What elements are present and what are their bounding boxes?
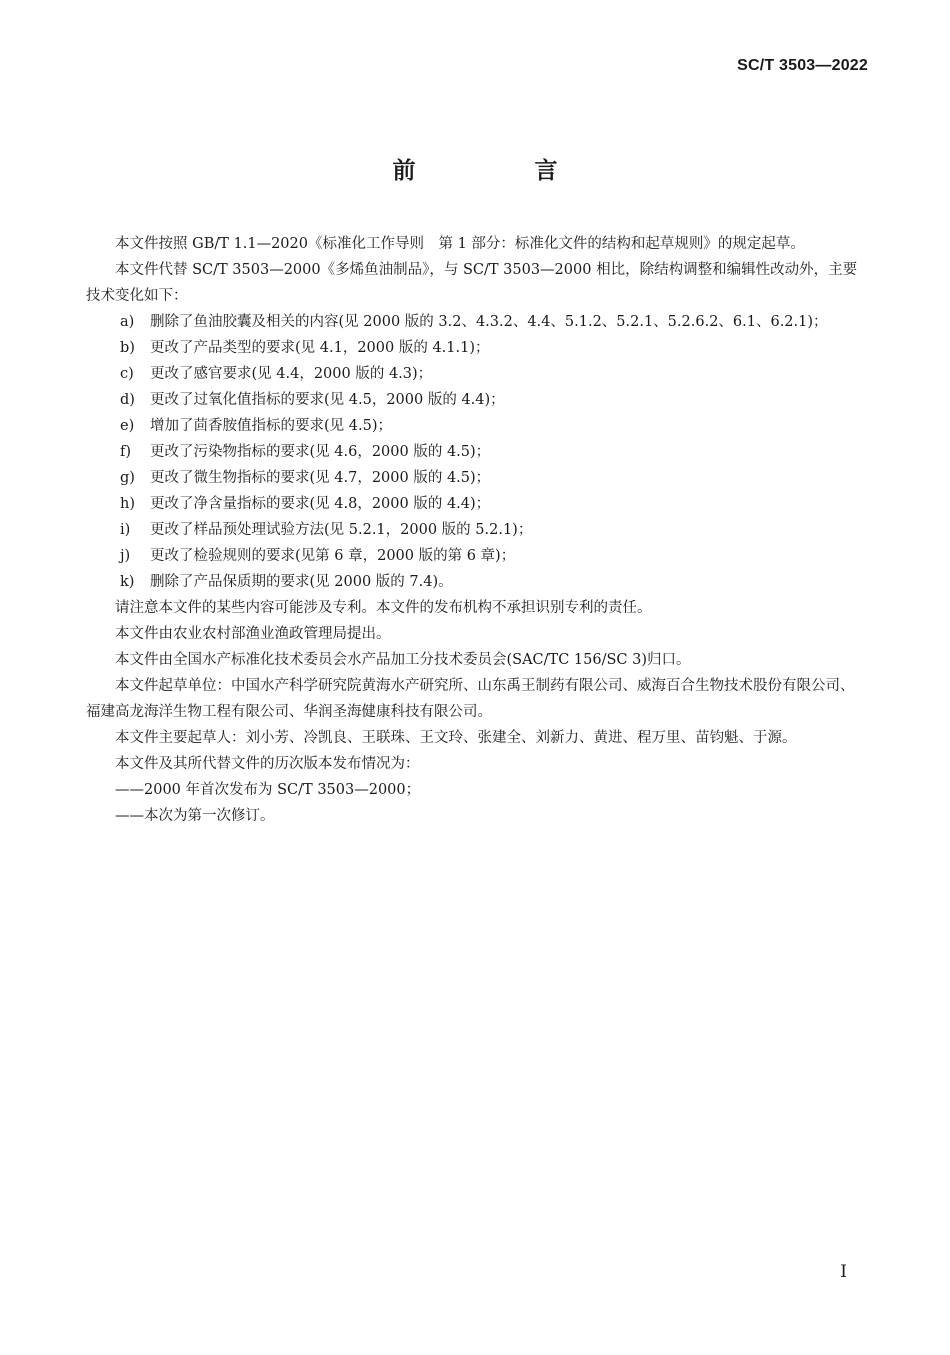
list-item-label: h) bbox=[120, 496, 135, 512]
list-item-text: 更改了污染物指标的要求(见 4.6，2000 版的 4.5)； bbox=[150, 444, 491, 460]
list-item-text: 更改了微生物指标的要求(见 4.7，2000 版的 4.5)； bbox=[150, 470, 491, 486]
list-item bbox=[86, 465, 866, 491]
foreword-body bbox=[86, 231, 866, 829]
list-item-label: j) bbox=[120, 548, 131, 564]
changes-list bbox=[86, 309, 866, 595]
list-item-text: 更改了样品预处理试验方法(见 5.2.1，2000 版的 5.2.1)； bbox=[150, 522, 533, 538]
list-item-label: c) bbox=[120, 366, 134, 382]
list-item-text: 删除了产品保质期的要求(见 2000 版的 7.4)。 bbox=[150, 574, 453, 590]
list-item-label: e) bbox=[120, 418, 135, 434]
list-item-label: d) bbox=[120, 392, 135, 408]
paragraph: 本文件按照 GB/T 1.1—2020《标准化工作导则 第 1 部分：标准化文件的结构和起草规则》的规定起草。 bbox=[115, 236, 805, 252]
list-item-text: 更改了检验规则的要求(见第 6 章，2000 版的第 6 章)； bbox=[150, 548, 516, 564]
drafters: 本文件主要起草人：刘小芳、冷凯良、王联珠、王文玲、张建全、刘新力、黄进、程万里、苗钧魁、于源。 bbox=[115, 730, 797, 746]
proposer-statement: 本文件由农业农村部渔业渔政管理局提出。 bbox=[115, 626, 391, 642]
list-item-label: i) bbox=[120, 522, 131, 538]
paragraph: 本文件代替 SC/T 3503—2000《多烯鱼油制品》，与 SC/T 3503—2000 相比，除结构调整和编辑性改动外，主要技术变化如下： bbox=[86, 262, 858, 304]
history-list bbox=[86, 777, 866, 829]
list-item-text: 增加了茴香胺值指标的要求(见 4.5)； bbox=[150, 418, 392, 434]
list-item bbox=[86, 309, 866, 335]
history-intro: 本文件及其所代替文件的历次版本发布情况为： bbox=[115, 756, 420, 772]
list-item-text: 更改了感官要求(见 4.4，2000 版的 4.3)； bbox=[150, 366, 433, 382]
list-item bbox=[86, 335, 866, 361]
list-item-text: 更改了过氧化值指标的要求(见 4.5，2000 版的 4.4)； bbox=[150, 392, 505, 408]
list-item bbox=[86, 387, 866, 413]
list-item-text: 删除了鱼油胶囊及相关的内容(见 2000 版的 3.2、4.3.2、4.4、5.1.2、5.2.1、5.2.6.2、6.1、6.2.1)； bbox=[150, 314, 828, 330]
list-item-label: b) bbox=[120, 340, 135, 356]
list-item-label: g) bbox=[120, 470, 135, 486]
list-item bbox=[86, 569, 866, 595]
list-item bbox=[86, 439, 866, 465]
list-item bbox=[86, 413, 866, 439]
list-item-text: 更改了产品类型的要求(见 4.1，2000 版的 4.1.1)； bbox=[150, 340, 490, 356]
list-item bbox=[86, 491, 866, 517]
list-item-text: 更改了净含量指标的要求(见 4.8，2000 版的 4.4)； bbox=[150, 496, 491, 512]
history-item: ——本次为第一次修订。 bbox=[115, 808, 275, 824]
standard-code: SC/T 3503—2022 bbox=[737, 57, 868, 74]
list-item-label: k) bbox=[120, 574, 135, 590]
drafting-units: 本文件起草单位：中国水产科学研究院黄海水产研究所、山东禹王制药有限公司、威海百合生物技术股份有限公司、福建高龙海洋生物工程有限公司、华润圣海健康科技有限公司。 bbox=[86, 678, 855, 720]
page-title: 前 言 bbox=[392, 158, 606, 184]
list-item-label: f) bbox=[120, 444, 132, 460]
committee-statement: 本文件由全国水产标准化技术委员会水产品加工分技术委员会(SAC/TC 156/SC 3)归口。 bbox=[115, 652, 691, 668]
list-item bbox=[86, 543, 866, 569]
list-item bbox=[86, 517, 866, 543]
list-item bbox=[86, 361, 866, 387]
history-item: ——2000 年首次发布为 SC/T 3503—2000； bbox=[115, 782, 421, 798]
patent-notice: 请注意本文件的某些内容可能涉及专利。本文件的发布机构不承担识别专利的责任。 bbox=[115, 600, 652, 616]
page-number: I bbox=[840, 1262, 847, 1282]
list-item-label: a) bbox=[120, 314, 135, 330]
